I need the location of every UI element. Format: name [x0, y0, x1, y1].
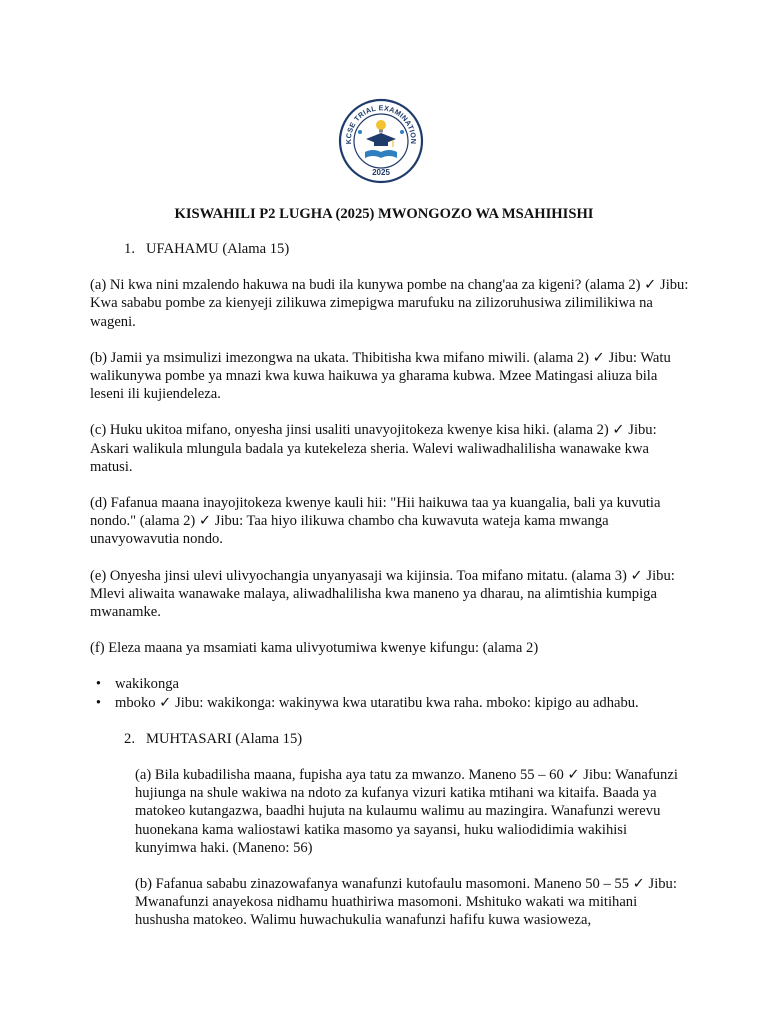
section-number: 2.	[124, 730, 135, 747]
list-item: • mboko ✓ Jibu: wakikonga: wakinywa kwa utaratibu kwa raha. mboko: kipigo au adhabu.	[95, 694, 639, 711]
question-2a: (a) Bila kubadilisha maana, fupisha aya tatu za mwanzo. Maneno 55 – 60 ✓ Jibu: Wanafunzi hujiunga na shule wakiwa na ndoto za kufanya vizuri katika mtihani wa kitaifa. Baada ya matokeo kutangazwa, baadhi hujuta na kulaumu walimu au mazingira. Wanafunzi werevu huonekana kama waliostawi katika masomo ya sayansi, huku waliodidimia wakihisi kunyimwa haki. (Maneno: 56)	[135, 767, 678, 856]
document-body	[90, 240, 690, 930]
logo-year: 2025	[372, 168, 390, 177]
question-1e: (e) Onyesha jinsi ulevi ulivyochangia unyanyasaji wa kijinsia. Toa mifano mitatu. (alama 3) ✓ Jibu: Mlevi aliwaita wanawake malaya, aliwadhalilisha kwa maneno ya dharau, na alimtishia kumpiga mwanamke.	[90, 567, 675, 621]
question-1a: (a) Ni kwa nini mzalendo hakuwa na budi ila kunywa pombe na chang'aa za kigeni? (alama 2) ✓ Jibu: Kwa sababu pombe za kienyeji zilikuwa zimepigwa marufuku na zilizoruhusiwa zilimilikiwa na wageni.	[90, 277, 689, 330]
question-1d: (d) Fafanua maana inayojitokeza kwenye kauli hii: "Hii haikuwa taa ya kuangalia, bali ya kuvutia nondo." (alama 2) ✓ Jibu: Taa hiyo ilikuwa chambo cha kuwavuta wateja kama mwanga unavyowavutia nondo.	[90, 495, 661, 548]
question-1f: (f) Eleza maana ya msamiati kama ulivyotumiwa kwenye kifungu: (alama 2)	[90, 640, 539, 657]
document-title: KISWAHILI P2 LUGHA (2025) MWONGOZO WA MSAHIHISHI	[174, 206, 594, 222]
section-2-heading	[90, 730, 690, 748]
question-1c: (c) Huku ukitoa mifano, onyesha jinsi usaliti unavyojitokeza kwenye kisa hiki. (alama 2) ✓ Jibu: Askari walikula mlungula badala ya kutekeleza sheria. Walevi waliwadhalilisha wanawake kwa matusi.	[90, 422, 657, 475]
list-item: • wakikonga	[95, 676, 180, 693]
logo-ring-text: KCSE TRIAL EXAMINATION	[343, 103, 419, 145]
kcse-trial-exam-logo	[338, 98, 424, 184]
bullet-text: mboko ✓ Jibu: wakikonga: wakinywa kwa utaratibu kwa raha. mboko: kipigo au adhabu.	[115, 694, 639, 711]
section-1-heading	[90, 240, 690, 258]
section-title: UFAHAMU (Alama 15)	[146, 241, 290, 257]
question-1b: (b) Jamii ya msimulizi imezongwa na ukata. Thibitisha kwa mifano miwili. (alama 2) ✓ Jibu: Watu walikunywa pombe ya mnazi kwa kuwa haikuwa ya gharama kubwa. Mzee Matingasi aliuza bila leseni ili kujiendeleza.	[90, 349, 671, 403]
section-number: 1.	[124, 241, 135, 257]
section-title: MUHTASARI (Alama 15)	[146, 730, 303, 747]
question-2b: (b) Fafanua sababu zinazowafanya wanafunzi kutofaulu masomoni. Maneno 50 – 55 ✓ Jibu: Mwanafunzi anayekosa nidhamu huathiriwa masomoni. Mshituko wakati wa mitihani hushusha matokeo. Walimu huwachukulia wanafunzi hafifu kuwa wasioweza,	[135, 876, 677, 929]
bullet-text: wakikonga	[115, 676, 180, 693]
